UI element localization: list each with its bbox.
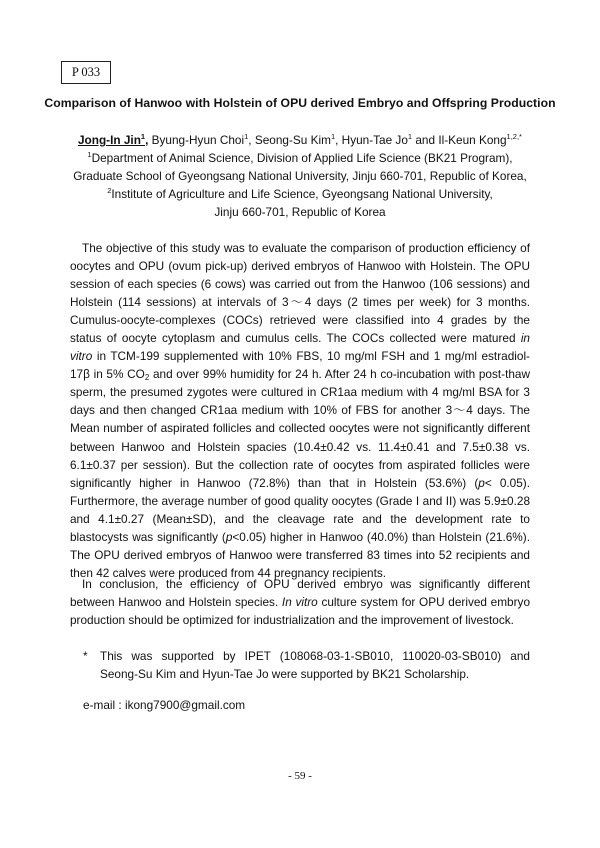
paper-title: Comparison of Hanwoo with Holstein of OPU derived Embryo and Offspring Production	[44, 96, 556, 110]
funding-footnote	[70, 647, 530, 683]
presenting-author: Jong-In Jin$^1$,	[78, 132, 149, 147]
footnote-text: This was supported by IPET (108068-03-1-SB010, 110020-03-SB010) and Seong-Su Kim and Hyun-Tae Jo were supported by BK21 Scholarship.	[100, 649, 530, 681]
author-5: Il-Keun Kong$^{1,2,*}$	[438, 132, 522, 147]
affiliation-2-line-1: $^2$Institute of Agriculture and Life Science, Gyeongsang National University,	[107, 186, 493, 201]
affiliation-1-line-2: Graduate School of Gyeongsang National University, Jinju 660-701, Republic of Korea,	[73, 169, 527, 183]
author-conjunction: and	[415, 133, 436, 147]
author-2: Byung-Hyun Choi$^1$,	[151, 132, 252, 147]
footnote-mark: *	[83, 649, 88, 663]
page-number: - 59 -	[288, 770, 312, 782]
author-list	[0, 131, 600, 149]
abstract-paragraph-1: The objective of this study was to evaluate the comparison of production efficiency of oocytes and OPU (ovum pick-up) derived embryos of Hanwoo with Holstein. The OPU session of each species (6 cows) was carried out from the Hanwoo (106 sessions) and Holstein (114 sessions) at intervals of 3～4 days (2 times per week) for 3 months. Cumulus-oocyte-complexes (COCs) retrieved were classified into 4 grades by the status of oocyte cytoplasm and cumulus cells. The COCs collected were matured in vitro in TCM-199 supplemented with 10% FBS, 10 mg/ml FSH and 1 mg/ml estradiol-17β in 5% $CO_2$ and over 99% humidity for 24 h. After 24 h co-incubation with post-thaw sperm, the presumed zygotes were cultured in CR1aa medium with 4 mg/ml BSA for 3 days and then changed CR1aa medium with 10% of FBS for another 3～4 days. The Mean number of aspirated follicles and collected oocytes were not significantly different between Hanwoo and Holstein spacies (10.4±0.42 vs. 11.4±0.41 and 7.5±0.38 vs. 6.1±0.37 per session). But the collection rate of oocytes from aspirated follicles were significantly higher in Hanwoo (72.8%) than that in Holstein (53.6%) (p< 0.05). Furthermore, the average number of good quality oocytes (Grade I and II) was 5.9±0.28 and 4.1±0.27 (Mean±SD), and the cleavage rate and the development rate to blastocysts was significantly (p<0.05) higher in Hanwoo (40.0%) than Holstein (21.6%). The OPU derived embryos of Hanwoo were transferred 83 times into 52 recipients and then 42 calves were produced from 44 pregnancy recipients.	[70, 241, 531, 580]
author-4: Hyun-Tae Jo$^1$	[341, 132, 413, 147]
abstract-paragraph-2: In conclusion, the efficiency of OPU derived embryo was significantly different between Hanwoo and Holstein species. In vitro culture system for OPU derived embryo production should be optimized for industrialization and the improvement of livestock.	[70, 577, 531, 628]
abstract-code-box: P 033	[61, 61, 111, 84]
contact-email: e-mail : ikong7900@gmail.com	[83, 698, 246, 712]
affiliation-1-line-1: $^1$Department of Animal Science, Division of Applied Life Science (BK21 Program),	[87, 150, 513, 165]
author-3: Seong-Su Kim$^1$,	[254, 132, 339, 147]
affiliation-2-line-2: Jinju 660-701, Republic of Korea	[214, 205, 386, 219]
